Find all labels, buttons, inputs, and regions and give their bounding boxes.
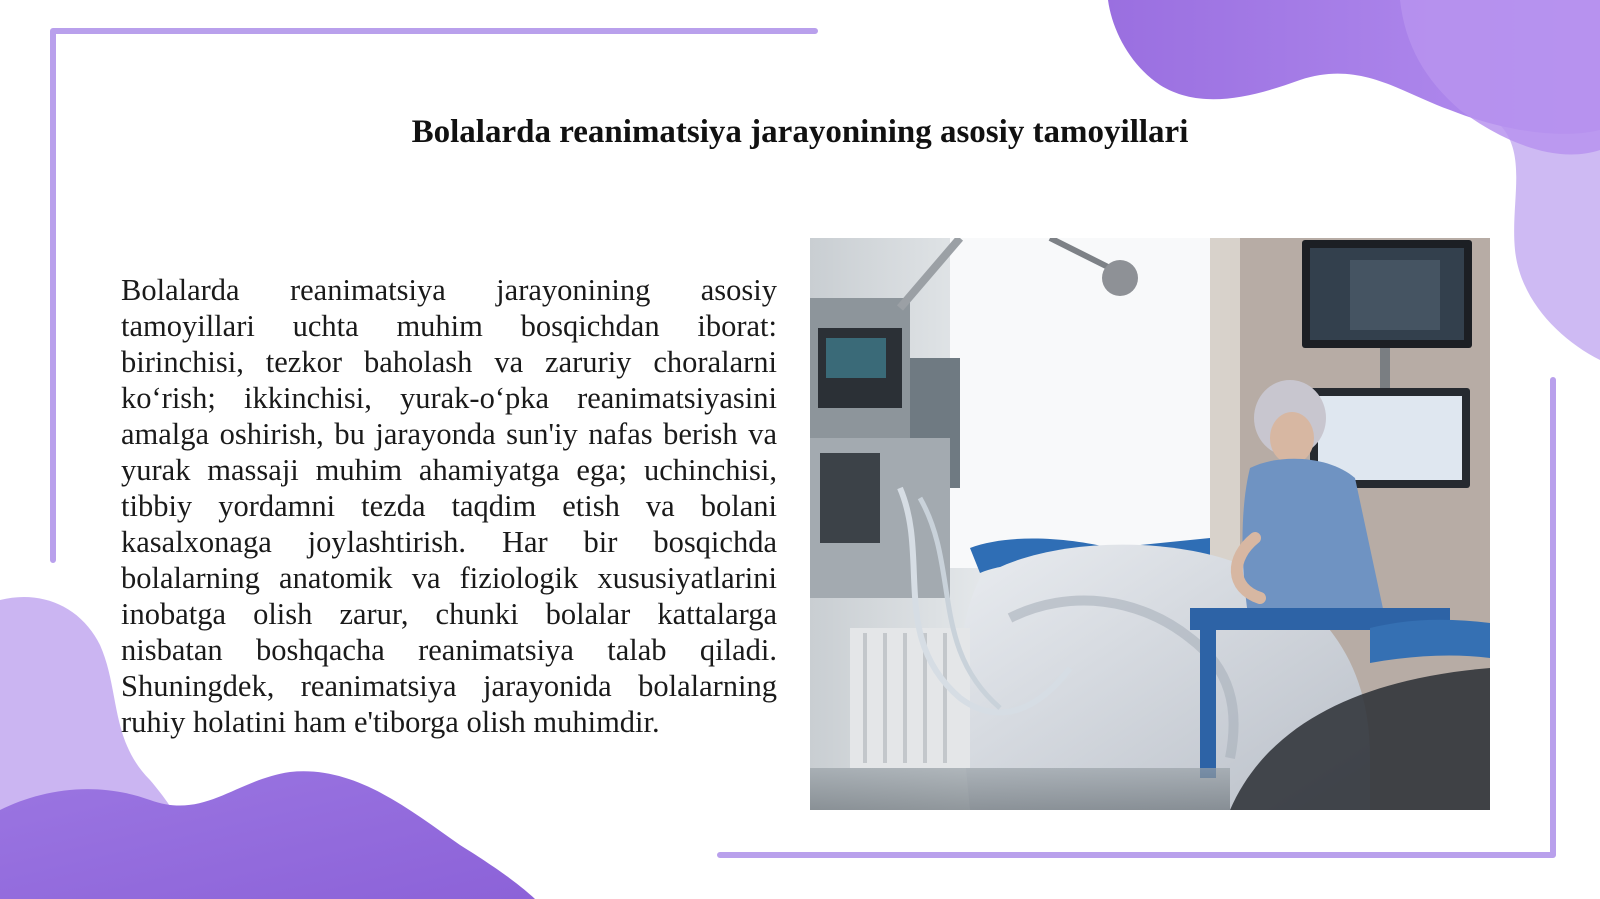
blob-top-right-mid [1400, 0, 1600, 154]
hospital-icu-photo [810, 238, 1490, 810]
body-paragraph: Bolalarda reanimatsiya jarayonining asosiy tamoyillari uchta muhim bosqichdan iborat: birinchisi, tezkor baholash va zaruriy choralarni ko‘rish; ikkinchisi, yurak-o‘pka reanimatsiyasini amalga oshirish, bu jarayonda sun'iy nafas berish va yurak massaji muhim ahamiyatga ega; uchinchisi, tibbiy yordamni tezda taqdim etish va bolani kasalxonaga joylashtirish. Har bir bosqichda bolalarning anatomik va fiziologik xususiyatlarini inobatga olish zarur, chunki bolalar kattalarga nisbatan boshqacha reanimatsiya talab qiladi. Shuningdek, reanimatsiya jarayonida bolalarning ruhiy holatini ham e'tiborga olish muhimdir. [121, 273, 777, 739]
slide-title: Bolalarda reanimatsiya jarayonining asosiy tamoyillari [411, 114, 1189, 150]
blob-bottom-left-dark [0, 771, 535, 899]
